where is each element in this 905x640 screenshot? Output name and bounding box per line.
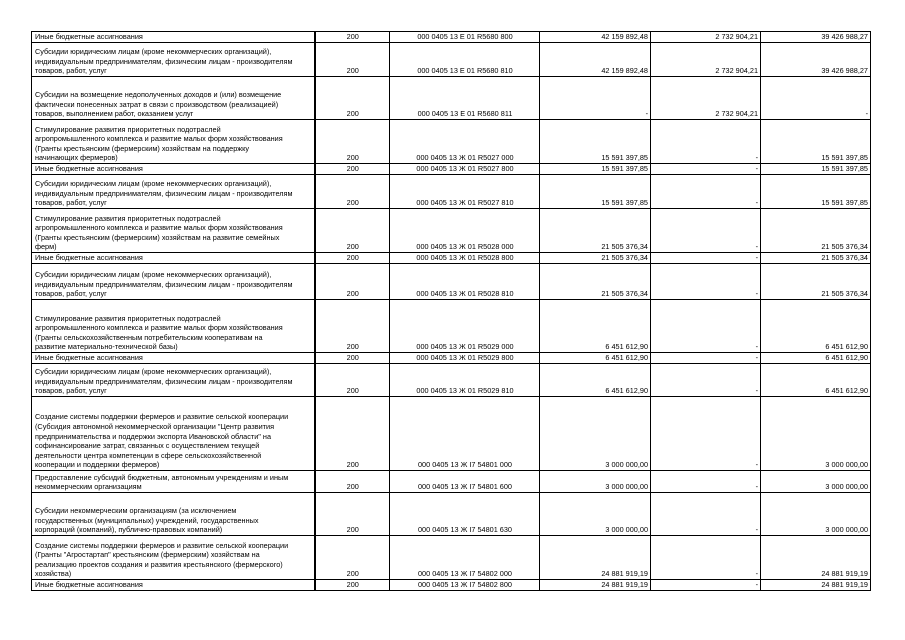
- row-approved-cell: 6 451 612,90: [540, 364, 651, 397]
- row-name-cell: Иные бюджетные ассигнования: [32, 580, 315, 591]
- row-name-cell: Предоставление субсидий бюджетным, автономным учреждениям и иным некоммерческим организациям: [32, 471, 315, 493]
- row-code-cell: 200: [315, 120, 390, 164]
- row-code-cell: 200: [315, 300, 390, 353]
- row-executed-cell: -: [651, 580, 761, 591]
- row-name-cell: Стимулирование развития приоритетных подотраслей агропромышленного комплекса и развитие малых форм хозяйствования (Гранты крестьянским (фермерским) хозяйствам на развитие семейных ферм): [32, 209, 315, 253]
- table-row: [32, 536, 871, 580]
- row-code-cell: 200: [315, 353, 390, 364]
- row-classification-cell: 000 0405 13 Ж I7 54801 600: [390, 471, 540, 493]
- table-row: [32, 164, 871, 175]
- row-classification-cell: 000 0405 13 Ж I7 54801 630: [390, 493, 540, 536]
- row-approved-cell: -: [540, 77, 651, 120]
- row-remaining-cell: 6 451 612,90: [761, 364, 871, 397]
- row-name-cell: Создание системы поддержки фермеров и развитие сельской кооперации (Гранты "Агростартап" крестьянским (фермерским) хозяйствам на реализацию проектов создания и развития крестьянского (фермерского) хозяйства): [32, 536, 315, 580]
- row-approved-cell: 3 000 000,00: [540, 471, 651, 493]
- table-row: [32, 43, 871, 77]
- row-remaining-cell: 3 000 000,00: [761, 397, 871, 471]
- table-row: [32, 493, 871, 536]
- row-code-cell: 200: [315, 493, 390, 536]
- row-code-cell: 200: [315, 264, 390, 300]
- row-classification-cell: 000 0405 13 Ж 01 R5028 000: [390, 209, 540, 253]
- row-classification-cell: 000 0405 13 Ж 01 R5027 800: [390, 164, 540, 175]
- row-name-cell: Иные бюджетные ассигнования: [32, 164, 315, 175]
- budget-table: [31, 31, 871, 591]
- row-remaining-cell: 15 591 397,85: [761, 175, 871, 209]
- row-classification-cell: 000 0405 13 Ж 01 R5029 000: [390, 300, 540, 353]
- row-executed-cell: -: [651, 536, 761, 580]
- row-classification-cell: 000 0405 13 Ж I7 54801 000: [390, 397, 540, 471]
- row-approved-cell: 15 591 397,85: [540, 175, 651, 209]
- row-executed-cell: -: [651, 164, 761, 175]
- row-code-cell: 200: [315, 580, 390, 591]
- row-remaining-cell: 15 591 397,85: [761, 120, 871, 164]
- row-name-cell: Создание системы поддержки фермеров и развитие сельской кооперации (Субсидия автономной некоммерческой организации "Центр развития предпринимательства и поддержки экспорта Ивановской области" на софинансирование затрат, связанных с осуществлением текущей деятельности центра компетенции в сфере сельскохозяйственной кооперации и поддержки фермеров): [32, 397, 315, 471]
- row-approved-cell: 6 451 612,90: [540, 353, 651, 364]
- row-executed-cell: 2 732 904,21: [651, 32, 761, 43]
- row-code-cell: 200: [315, 209, 390, 253]
- row-executed-cell: -: [651, 471, 761, 493]
- table-row: [32, 209, 871, 253]
- row-approved-cell: 24 881 919,19: [540, 580, 651, 591]
- row-executed-cell: -: [651, 120, 761, 164]
- row-remaining-cell: 15 591 397,85: [761, 164, 871, 175]
- row-executed-cell: -: [651, 364, 761, 397]
- row-executed-cell: -: [651, 493, 761, 536]
- row-remaining-cell: 3 000 000,00: [761, 471, 871, 493]
- row-approved-cell: 21 505 376,34: [540, 264, 651, 300]
- row-remaining-cell: 39 426 988,27: [761, 32, 871, 43]
- row-code-cell: 200: [315, 175, 390, 209]
- row-classification-cell: 000 0405 13 Ж I7 54802 000: [390, 536, 540, 580]
- row-remaining-cell: 21 505 376,34: [761, 253, 871, 264]
- table-row: [32, 32, 871, 43]
- row-code-cell: 200: [315, 164, 390, 175]
- row-remaining-cell: 24 881 919,19: [761, 536, 871, 580]
- row-approved-cell: 3 000 000,00: [540, 397, 651, 471]
- row-executed-cell: 2 732 904,21: [651, 77, 761, 120]
- row-name-cell: Субсидии на возмещение недополученных доходов и (или) возмещение фактически понесенных затрат в связи с производством (реализацией) товаров, выполнением работ, оказанием услуг: [32, 77, 315, 120]
- row-approved-cell: 42 159 892,48: [540, 43, 651, 77]
- row-approved-cell: 42 159 892,48: [540, 32, 651, 43]
- table-row: [32, 264, 871, 300]
- row-remaining-cell: 6 451 612,90: [761, 300, 871, 353]
- row-name-cell: Иные бюджетные ассигнования: [32, 32, 315, 43]
- row-approved-cell: 21 505 376,34: [540, 209, 651, 253]
- table-row: [32, 471, 871, 493]
- row-name-cell: Субсидии юридическим лицам (кроме некоммерческих организаций), индивидуальным предпринимателям, физическим лицам - производителям товаров, работ, услуг: [32, 175, 315, 209]
- table-row: [32, 580, 871, 591]
- row-code-cell: 200: [315, 77, 390, 120]
- row-approved-cell: 3 000 000,00: [540, 493, 651, 536]
- row-code-cell: 200: [315, 397, 390, 471]
- row-name-cell: Субсидии некоммерческим организациям (за исключением государственных (муниципальных) учреждений, государственных корпораций (компаний), публично-правовых компаний): [32, 493, 315, 536]
- table-row: [32, 353, 871, 364]
- row-approved-cell: 24 881 919,19: [540, 536, 651, 580]
- row-approved-cell: 21 505 376,34: [540, 253, 651, 264]
- row-remaining-cell: 6 451 612,90: [761, 353, 871, 364]
- row-remaining-cell: 21 505 376,34: [761, 209, 871, 253]
- row-executed-cell: -: [651, 300, 761, 353]
- row-name-cell: Иные бюджетные ассигнования: [32, 353, 315, 364]
- row-executed-cell: -: [651, 264, 761, 300]
- row-executed-cell: -: [651, 209, 761, 253]
- row-classification-cell: 000 0405 13 Ж 01 R5027 000: [390, 120, 540, 164]
- row-executed-cell: -: [651, 253, 761, 264]
- row-code-cell: 200: [315, 43, 390, 77]
- row-classification-cell: 000 0405 13 Ж I7 54802 800: [390, 580, 540, 591]
- table-row: [32, 120, 871, 164]
- row-name-cell: Стимулирование развития приоритетных подотраслей агропромышленного комплекса и развитие малых форм хозяйствования (Гранты крестьянским (фермерским) хозяйствам на поддержку начинающих фермеров): [32, 120, 315, 164]
- row-executed-cell: -: [651, 175, 761, 209]
- row-classification-cell: 000 0405 13 Е 01 R5680 811: [390, 77, 540, 120]
- table-row: [32, 300, 871, 353]
- row-name-cell: Иные бюджетные ассигнования: [32, 253, 315, 264]
- row-name-cell: Субсидии юридическим лицам (кроме некоммерческих организаций), индивидуальным предпринимателям, физическим лицам - производителям товаров, работ, услуг: [32, 364, 315, 397]
- row-remaining-cell: 3 000 000,00: [761, 493, 871, 536]
- table-row: [32, 175, 871, 209]
- row-name-cell: Стимулирование развития приоритетных подотраслей агропромышленного комплекса и развитие малых форм хозяйствования (Гранты сельскохозяйственным потребительским кооперативам на развитие материально-технической базы): [32, 300, 315, 353]
- row-code-cell: 200: [315, 536, 390, 580]
- row-remaining-cell: 24 881 919,19: [761, 580, 871, 591]
- row-code-cell: 200: [315, 253, 390, 264]
- table-row: [32, 364, 871, 397]
- table-body: [32, 32, 871, 591]
- table-row: [32, 253, 871, 264]
- row-classification-cell: 000 0405 13 Ж 01 R5029 800: [390, 353, 540, 364]
- row-name-cell: Субсидии юридическим лицам (кроме некоммерческих организаций), индивидуальным предпринимателям, физическим лицам - производителям товаров, работ, услуг: [32, 264, 315, 300]
- row-remaining-cell: -: [761, 77, 871, 120]
- row-classification-cell: 000 0405 13 Ж 01 R5028 810: [390, 264, 540, 300]
- row-classification-cell: 000 0405 13 Ж 01 R5027 810: [390, 175, 540, 209]
- row-classification-cell: 000 0405 13 Ж 01 R5028 800: [390, 253, 540, 264]
- row-code-cell: 200: [315, 32, 390, 43]
- row-classification-cell: 000 0405 13 Е 01 R5680 810: [390, 43, 540, 77]
- row-approved-cell: 6 451 612,90: [540, 300, 651, 353]
- row-code-cell: 200: [315, 471, 390, 493]
- row-name-cell: Субсидии юридическим лицам (кроме некоммерческих организаций), индивидуальным предпринимателям, физическим лицам - производителям товаров, работ, услуг: [32, 43, 315, 77]
- row-executed-cell: -: [651, 397, 761, 471]
- row-approved-cell: 15 591 397,85: [540, 164, 651, 175]
- table-row: [32, 397, 871, 471]
- row-approved-cell: 15 591 397,85: [540, 120, 651, 164]
- row-classification-cell: 000 0405 13 Ж 01 R5029 810: [390, 364, 540, 397]
- row-code-cell: 200: [315, 364, 390, 397]
- row-executed-cell: 2 732 904,21: [651, 43, 761, 77]
- row-classification-cell: 000 0405 13 Е 01 R5680 800: [390, 32, 540, 43]
- table-row: [32, 77, 871, 120]
- row-remaining-cell: 39 426 988,27: [761, 43, 871, 77]
- row-remaining-cell: 21 505 376,34: [761, 264, 871, 300]
- row-executed-cell: -: [651, 353, 761, 364]
